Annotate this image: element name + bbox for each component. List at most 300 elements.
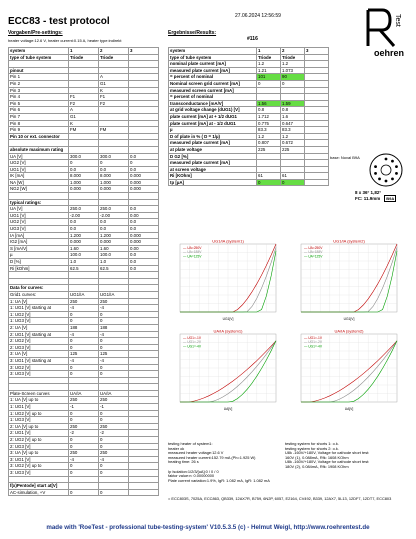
- table-cell: 0: [69, 417, 99, 424]
- table-cell: at plate voltage: [169, 146, 257, 153]
- table-cell: [129, 357, 159, 364]
- legend-entry: — UG1=-1V: [183, 336, 202, 340]
- table-cell: [9, 278, 69, 285]
- table-row: [9, 364, 159, 371]
- table-row: [169, 87, 329, 94]
- table-cell: nominal plate current [mA]: [169, 61, 257, 68]
- table-cell: [129, 127, 159, 134]
- table-row: [9, 193, 159, 200]
- table-cell: 0: [69, 489, 99, 496]
- table-cell: [99, 272, 129, 279]
- table-cell: 0.0: [129, 219, 159, 226]
- table-row: [169, 67, 329, 74]
- table-cell: Pin 8: [9, 120, 69, 127]
- table-cell: 100.0: [99, 252, 129, 259]
- table-row: [9, 153, 159, 160]
- table-cell: -4: [99, 357, 129, 364]
- table-cell: 2: UG3 [V]: [9, 344, 69, 351]
- table-cell: 2: UG1 [V] starting at: [9, 331, 69, 338]
- table-cell: [99, 476, 129, 483]
- table-cell: Grid1 curves:: [9, 291, 69, 298]
- table-row: [9, 285, 159, 292]
- table-cell: 2: UG3 [V]: [9, 443, 69, 450]
- chart-title: UG1/IA (system2): [333, 238, 365, 244]
- table-row: [9, 357, 159, 364]
- table-cell: UA/IA: [69, 390, 99, 397]
- socket-label: base: Noval B9A: [330, 155, 360, 160]
- table-cell: 1: [69, 48, 99, 55]
- table-cell: plate current [mA] at + 1/2 dUG1: [169, 113, 257, 120]
- table-cell: Pin 4: [9, 94, 69, 101]
- table-cell: [129, 483, 159, 490]
- table-cell: 0.000: [129, 239, 159, 246]
- table-cell: 250: [99, 397, 129, 404]
- table-cell: 2: [99, 48, 129, 55]
- table-cell: 188: [69, 324, 99, 331]
- presettings-table: [8, 47, 159, 496]
- table-row: [9, 344, 159, 351]
- table-cell: 0: [69, 338, 99, 345]
- serial-number: #116: [247, 36, 258, 42]
- table-cell: 0.0: [129, 265, 159, 272]
- table-cell: 125: [69, 351, 99, 358]
- table-row: [9, 476, 159, 483]
- table-cell: [129, 371, 159, 378]
- table-cell: -1: [99, 404, 129, 411]
- table-cell: D G2 [%]: [169, 153, 257, 160]
- table-cell: 1: UG1 [V]: [9, 404, 69, 411]
- table-cell: 0: [99, 489, 129, 496]
- table-row: [9, 166, 159, 173]
- table-row: [9, 245, 159, 252]
- table-row: [9, 318, 159, 325]
- table-cell: [129, 344, 159, 351]
- table-cell: 1.21: [257, 67, 281, 74]
- table-cell: Nominal screen grid current [mA]: [169, 80, 257, 87]
- x-axis-label: UA[V]: [344, 407, 354, 411]
- table-cell: [129, 489, 159, 496]
- table-cell: [99, 285, 129, 292]
- table-cell: [69, 285, 99, 292]
- table-cell: [9, 272, 69, 279]
- table-cell: [129, 318, 159, 325]
- table-cell: [305, 80, 329, 87]
- table-cell: [257, 153, 281, 160]
- table-cell: 0: [99, 463, 129, 470]
- table-row: [9, 173, 159, 180]
- table-row: [9, 272, 159, 279]
- table-cell: [305, 54, 329, 61]
- table-cell: = percent of nominal: [169, 94, 257, 101]
- table-row: [9, 54, 159, 61]
- table-cell: 250: [69, 450, 99, 457]
- table-cell: UG1/IA: [99, 291, 129, 298]
- table-row: [9, 219, 159, 226]
- table-cell: FM: [99, 127, 129, 134]
- table-row: [169, 113, 329, 120]
- table-cell: 125: [99, 351, 129, 358]
- table-cell: [305, 140, 329, 147]
- note-line: U8k -160V/+180V, Voltage for cathode short test:: [285, 459, 370, 465]
- table-row: [169, 133, 329, 140]
- table-cell: 1: UA [V]: [9, 298, 69, 305]
- table-cell: 0: [69, 371, 99, 378]
- table-cell: [129, 67, 159, 74]
- table-cell: 3: [129, 48, 159, 55]
- table-cell: UA [V]: [9, 206, 69, 213]
- table-cell: [305, 153, 329, 160]
- table-cell: FM: [69, 127, 99, 134]
- table-cell: [129, 351, 159, 358]
- table-cell: 1: UA [V] up to: [9, 397, 69, 404]
- table-row: [9, 331, 159, 338]
- table-cell: [129, 133, 159, 140]
- table-cell: µ: [9, 252, 69, 259]
- table-cell: 0.8: [257, 107, 281, 114]
- table-cell: 225: [281, 146, 305, 153]
- table-row: [169, 153, 329, 160]
- table-cell: 0: [69, 311, 99, 318]
- table-cell: [129, 199, 159, 206]
- table-cell: system: [169, 48, 257, 55]
- table-cell: Triode: [281, 54, 305, 61]
- table-cell: 0: [99, 410, 129, 417]
- table-row: [9, 384, 159, 391]
- chart-title: UA/IA (system2): [334, 328, 364, 334]
- test-datetime: 27.06.2024 12:56:59: [235, 13, 281, 19]
- table-cell: [129, 390, 159, 397]
- table-cell: [99, 133, 129, 140]
- table-row: [9, 404, 159, 411]
- table-cell: [129, 285, 159, 292]
- table-cell: 0.0: [129, 153, 159, 160]
- table-cell: [129, 61, 159, 68]
- note-line: measured heater current:152.79 mA (Ph=1.925 W): [168, 454, 256, 460]
- table-cell: [99, 67, 129, 74]
- table-cell: [129, 417, 159, 424]
- svg-text:oehren: oehren: [374, 48, 405, 58]
- table-cell: 0: [69, 410, 99, 417]
- table-row: [9, 338, 159, 345]
- chart-title: UG1/IA (system1): [212, 238, 244, 244]
- table-cell: [305, 133, 329, 140]
- table-cell: 1.2: [281, 61, 305, 68]
- table-cell: 0.00: [129, 212, 159, 219]
- table-cell: [129, 107, 159, 114]
- table-cell: 0.0: [69, 226, 99, 233]
- table-row: [169, 80, 329, 87]
- svg-text:Test: Test: [394, 14, 401, 27]
- table-cell: 0: [99, 417, 129, 424]
- legend-entry: — UA=250V: [304, 246, 323, 250]
- table-cell: [305, 166, 329, 173]
- table-cell: [9, 384, 69, 391]
- table-row: [9, 417, 159, 424]
- table-row: [169, 61, 329, 68]
- table-cell: NG2 [W]: [9, 186, 69, 193]
- table-cell: 1.56: [257, 100, 281, 107]
- results-table: [168, 47, 329, 186]
- table-cell: absolute maximum rating: [9, 146, 69, 153]
- table-cell: [129, 430, 159, 437]
- table-cell: 0.0: [99, 226, 129, 233]
- table-cell: 250: [99, 298, 129, 305]
- table-row: [9, 179, 159, 186]
- table-cell: 0: [69, 443, 99, 450]
- table-cell: [69, 384, 99, 391]
- table-row: [169, 54, 329, 61]
- table-row: [9, 48, 159, 55]
- table-cell: [129, 476, 159, 483]
- table-cell: 3: [305, 48, 329, 55]
- table-cell: Pin 10 or ext. connector: [9, 133, 69, 140]
- table-cell: S [mA/V]: [9, 245, 69, 252]
- table-row: [9, 463, 159, 470]
- curve-chart: [168, 328, 284, 414]
- legend-entry: — UG1=-2V: [183, 340, 202, 345]
- table-cell: 1: UG2 [V] up to: [9, 410, 69, 417]
- table-cell: 0: [257, 179, 281, 186]
- table-cell: f(x)Pentode] start at[V]: [9, 483, 69, 490]
- table-cell: 0.0: [69, 166, 99, 173]
- table-cell: 1.2: [281, 133, 305, 140]
- table-row: [169, 48, 329, 55]
- note-line: Ip Isolation:1/2/3/[uA]:0 / 0 / 0: [168, 468, 219, 474]
- table-cell: F1: [99, 94, 129, 101]
- table-cell: [305, 67, 329, 74]
- table-row: [9, 483, 159, 490]
- table-cell: [129, 437, 159, 444]
- table-row: [9, 80, 159, 87]
- table-cell: [257, 87, 281, 94]
- table-cell: 1.59: [281, 100, 305, 107]
- socket-pin: [385, 158, 388, 161]
- page-title: ECC83 - test protocol: [8, 16, 110, 27]
- legend-entry: — UG1=-2V: [304, 340, 323, 345]
- table-cell: [129, 456, 159, 463]
- table-cell: Data for curves:: [9, 285, 69, 292]
- table-cell: [69, 377, 99, 384]
- table-cell: 225: [257, 146, 281, 153]
- table-cell: Pin 5: [9, 100, 69, 107]
- table-cell: 250: [99, 450, 129, 457]
- table-row: [9, 278, 159, 285]
- table-cell: 0: [69, 318, 99, 325]
- table-cell: 300.0: [99, 153, 129, 160]
- table-cell: measured plate current [mA]: [169, 160, 257, 167]
- table-row: [9, 410, 159, 417]
- table-row: [169, 160, 329, 167]
- table-cell: A: [69, 107, 99, 114]
- table-cell: -2.00: [69, 212, 99, 219]
- table-cell: 0.672: [281, 140, 305, 147]
- table-cell: [305, 113, 329, 120]
- table-cell: D [%]: [9, 259, 69, 266]
- table-cell: -4: [69, 305, 99, 312]
- table-cell: 0: [257, 80, 281, 87]
- table-cell: 0: [99, 364, 129, 371]
- table-cell: [99, 483, 129, 490]
- table-cell: UG1 [V]: [9, 212, 69, 219]
- table-cell: 3: UG2 [V] up to: [9, 463, 69, 470]
- table-cell: [281, 153, 305, 160]
- table-cell: 0.000: [99, 186, 129, 193]
- table-cell: [305, 61, 329, 68]
- table-cell: 1: UG1 [V] starting at: [9, 305, 69, 312]
- table-row: [9, 456, 159, 463]
- table-cell: Pin 2: [9, 80, 69, 87]
- table-cell: 0.000: [129, 232, 159, 239]
- table-cell: [69, 146, 99, 153]
- table-cell: UG2 [V]: [9, 219, 69, 226]
- table-cell: [99, 113, 129, 120]
- table-cell: 1.2: [257, 133, 281, 140]
- table-cell: [9, 476, 69, 483]
- table-row: [9, 226, 159, 233]
- table-cell: [69, 87, 99, 94]
- table-row: [9, 252, 159, 259]
- table-cell: 1.200: [99, 232, 129, 239]
- table-cell: 0: [69, 463, 99, 470]
- presettings-heading: Vorgaben/Pre-settings:: [8, 30, 63, 36]
- table-cell: [257, 166, 281, 173]
- table-cell: [9, 193, 69, 200]
- table-row: [9, 61, 159, 68]
- table-cell: [129, 113, 159, 120]
- roehrentest-logo: [360, 6, 412, 66]
- table-cell: [305, 173, 329, 180]
- table-cell: 0.647: [281, 120, 305, 127]
- note-line: heating time: 26 s: [168, 459, 199, 465]
- table-cell: [69, 476, 99, 483]
- table-cell: [69, 61, 99, 68]
- table-cell: [129, 377, 159, 384]
- table-cell: [129, 278, 159, 285]
- table-cell: [129, 193, 159, 200]
- table-cell: [69, 80, 99, 87]
- table-row: [9, 259, 159, 266]
- table-cell: [99, 377, 129, 384]
- table-row: [9, 450, 159, 457]
- table-cell: 0: [99, 338, 129, 345]
- table-row: [9, 113, 159, 120]
- table-cell: -4: [69, 357, 99, 364]
- socket-pin: [391, 160, 394, 163]
- table-cell: [129, 397, 159, 404]
- table-cell: 101: [257, 74, 281, 81]
- table-row: [9, 87, 159, 94]
- table-row: [169, 146, 329, 153]
- table-cell: Triode: [99, 54, 129, 61]
- table-cell: = percent of nominal: [169, 74, 257, 81]
- table-cell: 0: [99, 437, 129, 444]
- table-cell: 250.0: [69, 206, 99, 213]
- table-cell: 100.0: [69, 252, 99, 259]
- table-cell: -4: [69, 456, 99, 463]
- table-cell: 1.000: [69, 179, 99, 186]
- socket-code: B9A: [386, 196, 395, 201]
- table-cell: [69, 133, 99, 140]
- table-cell: Triode: [257, 54, 281, 61]
- legend-entry: — UA=125V: [304, 254, 323, 259]
- legend-entry: — UG1=-4V: [304, 344, 323, 349]
- table-row: [9, 437, 159, 444]
- table-row: [169, 166, 329, 173]
- table-row: [169, 107, 329, 114]
- table-cell: [9, 377, 69, 384]
- table-row: [169, 74, 329, 81]
- results-heading: Ergebnisse/Results:: [168, 30, 217, 36]
- table-row: [9, 397, 159, 404]
- x-axis-label: UG1[V]: [343, 317, 355, 321]
- curve-chart: [168, 238, 284, 324]
- socket-pin: [395, 172, 398, 175]
- table-cell: 0.0: [69, 219, 99, 226]
- table-cell: 3: UG2 [V]: [9, 364, 69, 371]
- table-row: [9, 377, 159, 384]
- chart-title: UA/IA (system1): [213, 328, 243, 334]
- table-cell: 0.000: [69, 186, 99, 193]
- table-cell: [129, 443, 159, 450]
- table-cell: UG1/IA: [69, 291, 99, 298]
- table-cell: [129, 140, 159, 147]
- table-cell: -2: [99, 430, 129, 437]
- table-cell: 300.0: [69, 153, 99, 160]
- legend-entry: — UA=125V: [183, 254, 202, 259]
- table-cell: type of tube system: [169, 54, 257, 61]
- socket-pin: [374, 165, 377, 168]
- socket-dims: 8 x 36° 1,82° FC: 11.9mm B9A: [355, 190, 395, 201]
- table-cell: [257, 160, 281, 167]
- table-cell: [99, 193, 129, 200]
- table-cell: [281, 87, 305, 94]
- table-cell: 0.000: [129, 179, 159, 186]
- table-cell: 0.00: [129, 245, 159, 252]
- table-cell: 1: UG3 [V]: [9, 318, 69, 325]
- table-cell: [69, 278, 99, 285]
- table-row: [169, 179, 329, 186]
- table-cell: [129, 146, 159, 153]
- table-cell: AC-simulation, +V: [9, 489, 69, 496]
- table-row: [9, 100, 159, 107]
- presettings-subtitle: heater voltage:12.6 V, heater current:0.15 A, heater type:indirekt: [8, 38, 122, 43]
- table-cell: [305, 94, 329, 101]
- table-cell: pinout: [9, 67, 69, 74]
- table-cell: [129, 410, 159, 417]
- table-cell: [129, 338, 159, 345]
- table-row: [9, 146, 159, 153]
- table-cell: 3: UA [V]: [9, 351, 69, 358]
- table-cell: 250.0: [99, 206, 129, 213]
- table-cell: Ri [KOhm]: [169, 173, 257, 180]
- table-row: [9, 305, 159, 312]
- table-row: [9, 120, 159, 127]
- note-line: faktor value:n: 0.00000000: [168, 473, 215, 479]
- table-cell: 8.000: [99, 173, 129, 180]
- table-row: [9, 199, 159, 206]
- table-cell: 1.712: [257, 113, 281, 120]
- table-cell: measured screen current [mA]: [169, 87, 257, 94]
- table-cell: [129, 100, 159, 107]
- table-cell: [99, 140, 129, 147]
- table-cell: 0.000: [69, 239, 99, 246]
- table-cell: 0.0: [129, 259, 159, 266]
- table-cell: 2: UG2 [V] up to: [9, 437, 69, 444]
- table-cell: transconductance [mA/V]: [169, 100, 257, 107]
- table-cell: UA [V]: [9, 153, 69, 160]
- table-cell: 3: UA [V] up to: [9, 450, 69, 457]
- table-cell: [305, 146, 329, 153]
